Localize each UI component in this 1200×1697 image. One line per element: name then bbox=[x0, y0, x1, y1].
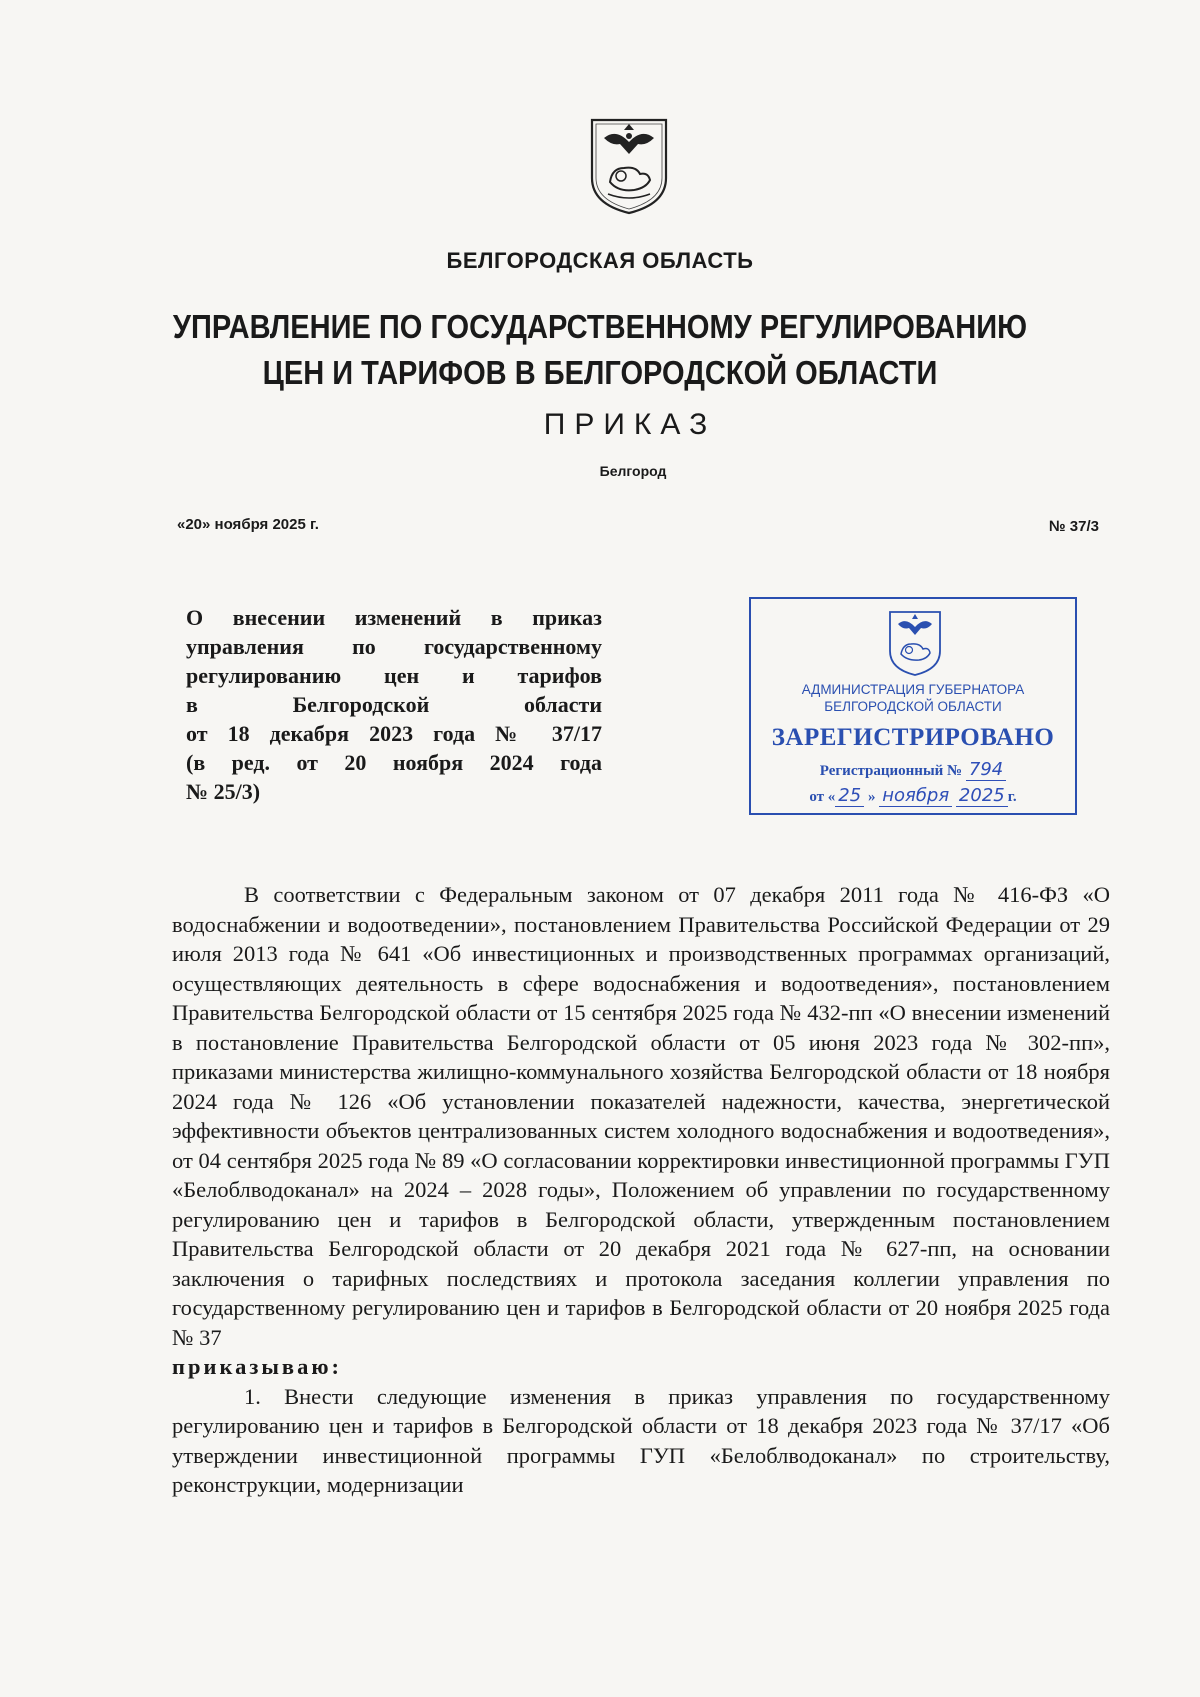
subject-line: № 25/3) bbox=[186, 779, 261, 804]
region-name: БЕЛГОРОДСКАЯ ОБЛАСТЬ bbox=[446, 248, 754, 273]
registration-stamp bbox=[749, 597, 1077, 815]
order-verb: приказываю: bbox=[172, 1354, 343, 1379]
stamp-registration-number bbox=[751, 759, 1075, 780]
subject-line: регулированию цен и тарифов bbox=[186, 663, 602, 688]
stamp-date-suffix: г. bbox=[1007, 789, 1017, 805]
preamble-paragraph: В соответствии с Федеральным законом от 07 декабря 2011 года № 416-ФЗ «О водоснабжении и водоотведении», постановлением Правительства Российской Федерации от 29 июля 2013 года № 641 «Об инвестиционных и производственных программах организаций, осуществляющих деятельность в сфере водоснабжения и водоотведения», постановлением Правительства Белгородской области от 15 сентября 2025 года № 432-пп «О внесении изменений в постановление Правительства Белгородской области от 05 июня 2023 года № 302-пп», приказами министерства жилищно-коммунального хозяйства Белгородской области от 18 ноября 2024 года № 126 «Об установлении показателей надежности, качества, энергетической эффективности объектов централизованных систем холодного водоснабжения и водоотведения», от 04 сентября 2025 года № 89 «О согласовании корректировки инвестиционной программы ГУП «Белоблводоканал» на 2024 – 2028 годы», Положением об управлении по государственному регулированию цен и тарифов в Белгородской области, утвержденным постановлением Правительства Белгородской области от 20 декабря 2021 года № 627-пп, на основании заключения о тарифных последствиях и протокола заседания коллегии управления по государственному регулированию цен и тарифов в Белгородской области от 20 ноября 2025 года № 37 bbox=[172, 882, 1110, 1350]
stamp-status: ЗАРЕГИСТРИРОВАНО bbox=[771, 724, 1055, 751]
issue-city: Белгород bbox=[599, 463, 667, 479]
agency-line-2: ЦЕН И ТАРИФОВ В БЕЛГОРОДСКОЙ ОБЛАСТИ bbox=[262, 354, 938, 391]
stamp-date-prefix: от « bbox=[809, 789, 836, 805]
order-item-1: 1. Внести следующие изменения в приказ управления по государственному регулированию цен и тарифов в Белгородской области от 18 декабря 2023 года № 37/17 «Об утверждении инвестиционной программы ГУП «Белоблводоканал» по строительству, реконструкции, модернизации bbox=[172, 1383, 1110, 1497]
subject-line: О внесении изменений в приказ bbox=[186, 605, 602, 630]
stamp-organization bbox=[751, 681, 1075, 715]
subject-line: (в ред. от 20 ноября 2024 года bbox=[186, 750, 602, 775]
stamp-reg-number-handwritten: 794 bbox=[966, 759, 1006, 781]
agency-line-1: УПРАВЛЕНИЕ ПО ГОСУДАРСТВЕННОМУ РЕГУЛИРОВАНИЮ bbox=[172, 308, 1028, 345]
coat-of-arms-icon bbox=[588, 116, 670, 216]
subject-line: управления по государственному bbox=[186, 634, 602, 659]
stamp-registration-date bbox=[751, 785, 1075, 806]
stamp-org-line-2: БЕЛГОРОДСКОЙ ОБЛАСТИ bbox=[824, 699, 1002, 714]
order-date: «20» ноября 2025 г. bbox=[177, 516, 319, 533]
order-subject bbox=[186, 603, 602, 806]
document-type: ПРИКАЗ bbox=[543, 408, 717, 441]
stamp-date-year: 2025 bbox=[956, 785, 1008, 807]
stamp-coat-of-arms-icon bbox=[887, 609, 943, 677]
stamp-date-mid: » bbox=[867, 789, 876, 805]
stamp-org-line-1: АДМИНИСТРАЦИЯ ГУБЕРНАТОРА bbox=[801, 682, 1025, 697]
stamp-date-day: 25 bbox=[835, 785, 864, 807]
agency-name bbox=[72, 304, 1128, 396]
stamp-reg-label: Регистрационный № bbox=[819, 763, 963, 779]
subject-line: от 18 декабря 2023 года № 37/17 bbox=[186, 721, 602, 746]
order-number: № 37/3 bbox=[1048, 518, 1099, 535]
order-body bbox=[172, 880, 1110, 1500]
stamp-date-month: ноября bbox=[879, 785, 952, 807]
subject-line: в Белгородской области bbox=[186, 692, 602, 717]
